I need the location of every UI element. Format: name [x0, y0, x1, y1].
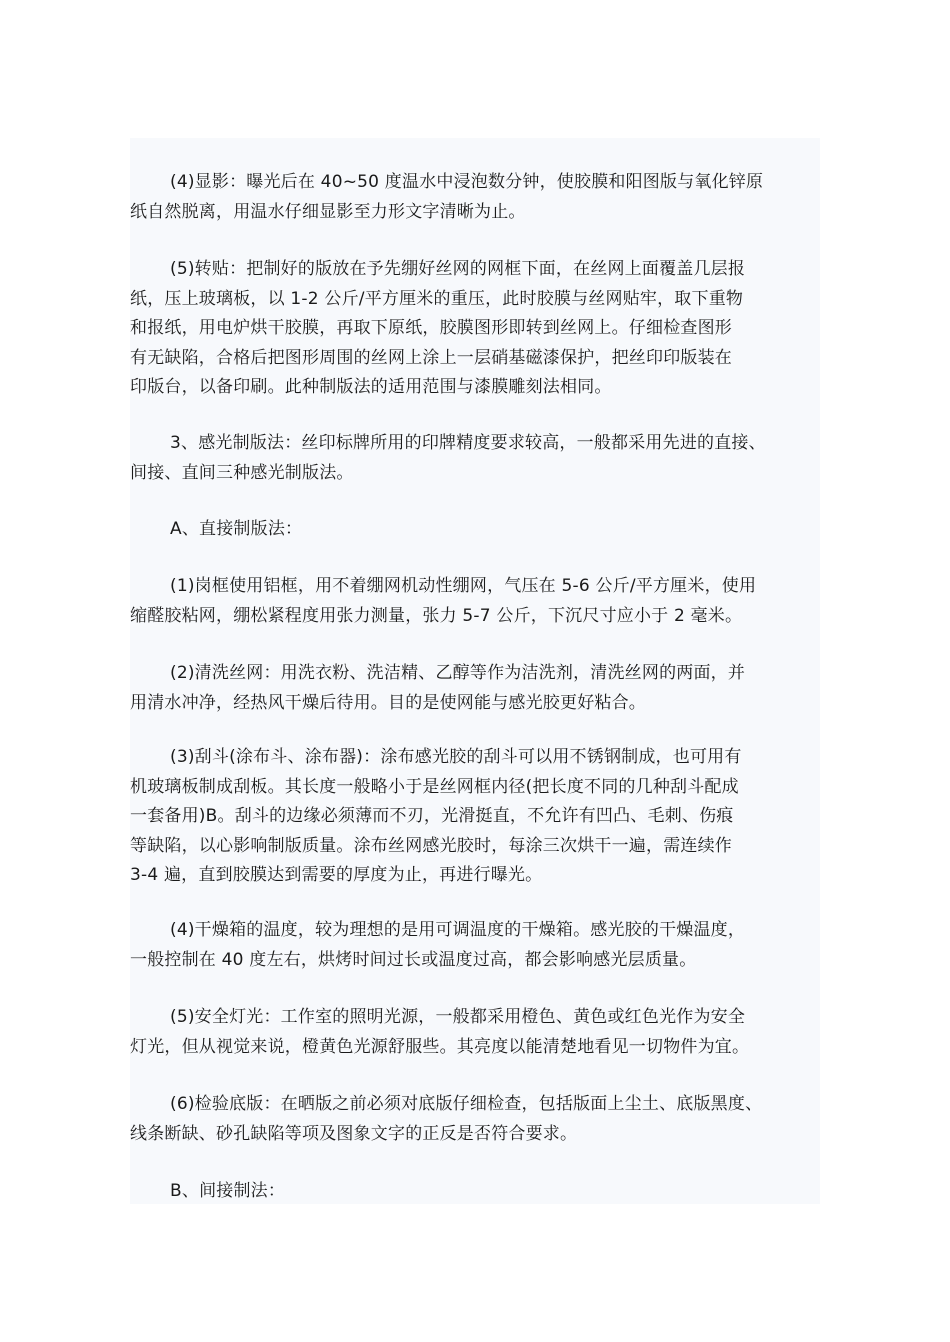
text-line: 一般控制在 40 度左右，烘烤时间过长或温度过高，都会影响感光层质量。: [130, 949, 697, 970]
text-line: 缩醛胶粘网，绷松紧程度用张力测量，张力 5-7 公斤，下沉尺寸应小于 2 毫米。: [130, 605, 743, 626]
paragraph-transfer: [130, 255, 840, 403]
text-line: 一套备用)B。刮斗的边缘必须薄而不刃，光滑挺直，不允许有凹凸、毛刺、伤痕: [130, 806, 734, 826]
text-line: 有无缺陷，合格后把图形周围的丝网上涂上一层硝基磁漆保护，把丝印印版装在: [130, 347, 732, 368]
paragraph-cleaning: [130, 659, 840, 718]
paragraph-frame: [130, 572, 840, 631]
paragraph-safety-light: [130, 1003, 840, 1062]
paragraph-drying-box: [130, 916, 840, 975]
text-line: 3、感光制版法：丝印标牌所用的印牌精度要求较高，一般都采用先进的直接、: [170, 433, 766, 453]
heading-direct-method: [130, 515, 840, 545]
text-line: 纸，压上玻璃板，以 1-2 公斤/平方厘米的重压，此时胶膜与丝网贴牢，取下重物: [130, 288, 744, 309]
text-line: (5)安全灯光：工作室的照明光源，一般都采用橙色、黄色或红色光作为安全: [170, 1007, 746, 1027]
paragraph-photosensitive-method: [130, 429, 840, 488]
text-line: 印版台，以备印刷。此种制版法的适用范围与漆膜雕刻法相同。: [130, 377, 612, 397]
text-line: (6)检验底版：在晒版之前必须对底版仔细检查，包括版面上尘土、底版黑度、: [170, 1094, 763, 1114]
text-line: (2)清洗丝网：用洗衣粉、洗洁精、乙醇等作为洁洗剂，清洗丝网的两面，并: [170, 663, 746, 683]
text-line: B、间接制法：: [170, 1181, 286, 1201]
paragraph-inspect-negative: [130, 1090, 840, 1149]
paragraph-squeegee: [130, 743, 840, 891]
text-line: 间接、直间三种感光制版法。: [130, 462, 354, 483]
text-line: (5)转贴：把制好的版放在予先绷好丝网的网框下面，在丝网上面覆盖几层报: [170, 259, 746, 279]
text-line: 等缺陷，以心影响制版质量。涂布丝网感光胶时，每涂三次烘干一遍，需连续作: [130, 835, 732, 856]
text-line: 线条断缺、砂孔缺陷等项及图象文字的正反是否符合要求。: [130, 1123, 578, 1144]
text-line: (1)岗框使用铝框，用不着绷网机动性绷网，气压在 5-6 公斤/平方厘米，使用: [170, 576, 757, 596]
text-line: (3)刮斗(涂布斗、涂布器)：涂布感光胶的刮斗可以用不锈钢制成，也可用有: [170, 747, 742, 767]
text-line: (4)显影：曝光后在 40~50 度温水中浸泡数分钟，使胶膜和阳图版与氧化锌原: [170, 172, 764, 192]
text-line: (4)干燥箱的温度，较为理想的是用可调温度的干燥箱。感光胶的干燥温度，: [170, 920, 746, 940]
text-line: A、直接制版法：: [170, 519, 303, 539]
text-line: 纸自然脱离，用温水仔细显影至力形文字清晰为止。: [130, 201, 526, 222]
heading-indirect-method: [130, 1177, 840, 1207]
text-line: 和报纸，用电炉烘干胶膜，再取下原纸，胶膜图形即转到丝网上。仔细检查图形: [130, 318, 732, 338]
text-line: 用清水冲净，经热风干燥后待用。目的是使网能与感光胶更好粘合。: [130, 692, 646, 713]
paragraph-developing: [130, 168, 840, 227]
text-line: 机玻璃板制成刮板。其长度一般略小于是丝网框内径(把长度不同的几种刮斗配成: [130, 776, 739, 797]
text-line: 灯光，但从视觉来说，橙黄色光源舒服些。其亮度以能清楚地看见一切物件为宜。: [130, 1036, 750, 1057]
text-line: 3-4 遍，直到胶膜达到需要的厚度为止，再进行曝光。: [130, 865, 543, 885]
